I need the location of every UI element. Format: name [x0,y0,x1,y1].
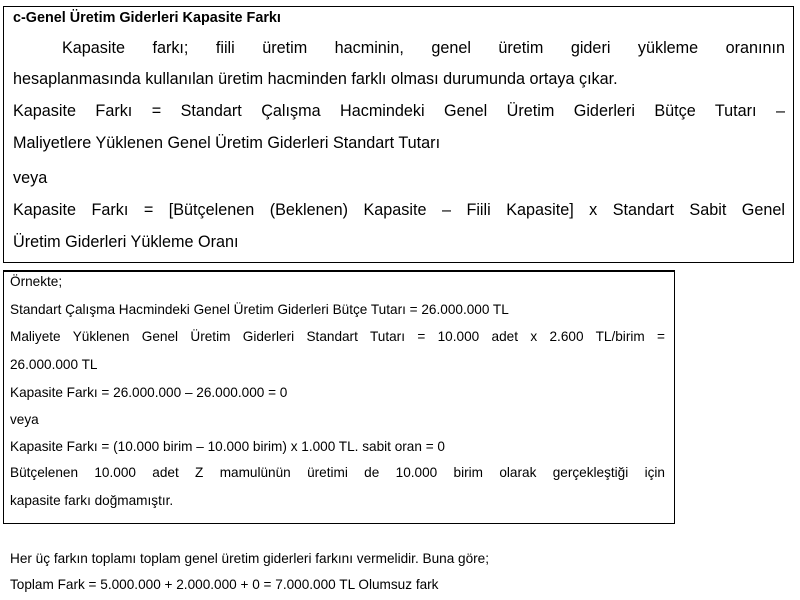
footer-summary: Her üç farkın toplamı toplam genel üretim giderleri farkını vermelidir. Buna göre; [10,551,490,566]
formula2-line2: Üretim Giderleri Yükleme Oranı [13,233,239,251]
example-line-conclusion: Bütçelenen 10.000 adet Z mamulünün üretimi de 10.000 birim olarak gerçekleştiği için [10,465,665,480]
example-line-capacity-calc: Kapasite Farkı = 26.000.000 – 26.000.000 = 0 [10,385,288,400]
definition-paragraph-line1: Kapasite farkı; fiili üretim hacminin, genel üretim gideri yükleme oranının [62,39,785,57]
example-line-budget: Standart Çalışma Hacmindeki Genel Üretim Giderleri Bütçe Tutarı = 26.000.000 TL [10,302,509,317]
formula1-line2: Maliyetlere Yüklenen Genel Üretim Giderleri Standart Tutarı [13,134,441,152]
example-line-standard-total: 26.000.000 TL [10,357,98,372]
example-line-capacity-rate: Kapasite Farkı = (10.000 birim – 10.000 birim) x 1.000 TL. sabit oran = 0 [10,439,445,454]
footer-total: Toplam Fark = 5.000.000 + 2.000.000 + 0 = 7.000.000 TL Olumsuz fark [10,577,439,592]
example-line-standard: Maliyete Yüklenen Genel Üretim Giderleri Standart Tutarı = 10.000 adet x 2.600 TL/birim = [10,329,665,344]
example-or-text: veya [10,412,39,427]
formula2-line1: Kapasite Farkı = [Bütçelenen (Beklenen) Kapasite – Fiili Kapasite] x Standart Sabit Genel [13,201,785,219]
or-text: veya [13,169,48,187]
definition-paragraph-line2: hesaplanmasında kullanılan üretim hacminden farklı olması durumunda ortaya çıkar. [13,70,618,88]
example-line-conclusion-end: kapasite farkı doğmamıştır. [10,493,174,508]
example-heading: Örnekte; [10,274,63,289]
formula1-line1: Kapasite Farkı = Standart Çalışma Hacmindeki Genel Üretim Giderleri Bütçe Tutarı – [13,102,785,120]
section-title: c-Genel Üretim Giderleri Kapasite Farkı [13,10,281,26]
